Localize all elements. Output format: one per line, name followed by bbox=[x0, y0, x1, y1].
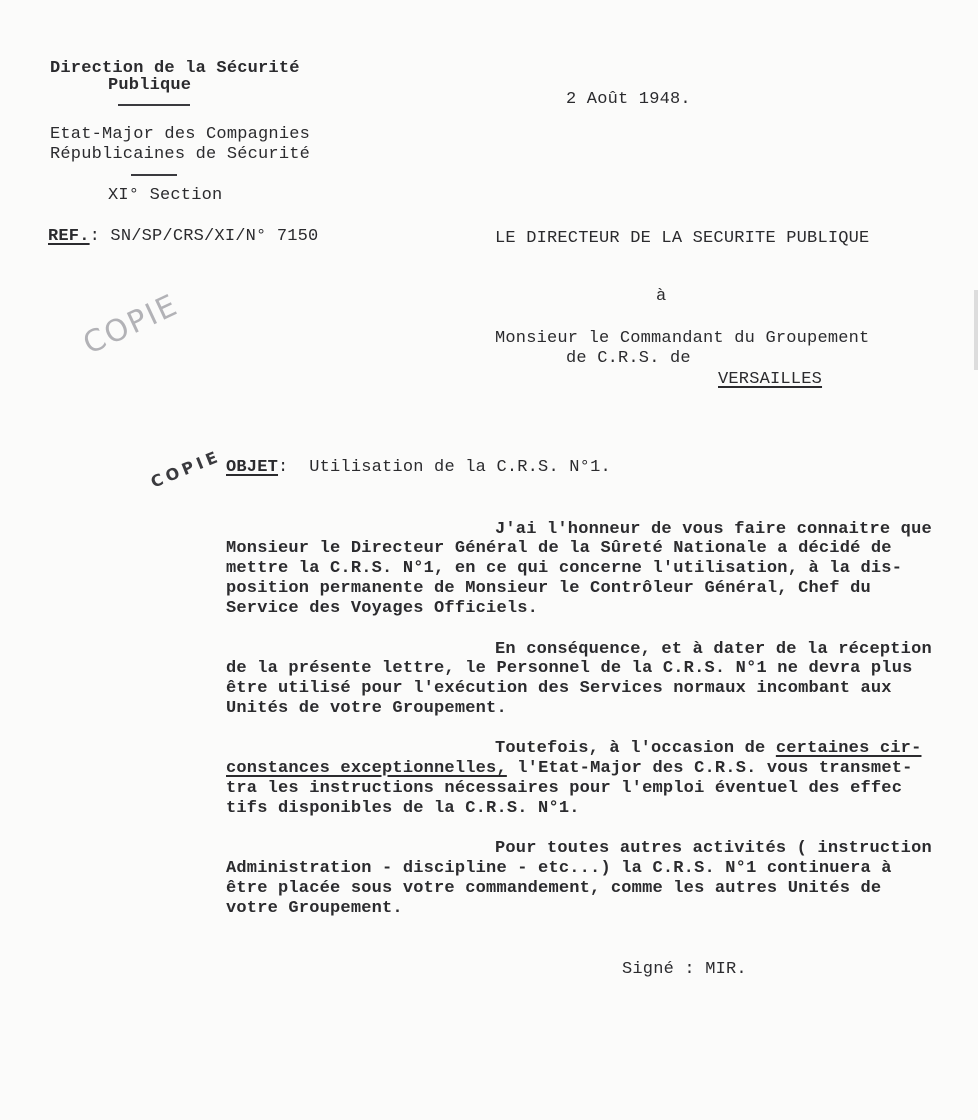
p1-line-3: mettre la C.R.S. N°1, en ce qui concerne l'utilisation, à la dis- bbox=[226, 559, 903, 578]
ref-value: : SN/SP/CRS/XI/N° 7150 bbox=[89, 227, 319, 246]
p4-line-1: Pour toutes autres activités ( instruction bbox=[495, 839, 932, 858]
p3-line-2-b: l'Etat-Major des C.R.S. vous transmet- bbox=[506, 759, 913, 778]
subject-label: OBJET bbox=[226, 458, 279, 477]
p1-line-2: Monsieur le Directeur Général de la Sûreté Nationale a décidé de bbox=[226, 539, 892, 558]
p3-line-2 bbox=[226, 759, 913, 779]
org-line-2: Publique bbox=[108, 76, 192, 95]
copy-stamp-faint: COPIE bbox=[78, 287, 184, 362]
letter-date: 2 Août 1948. bbox=[566, 90, 691, 109]
header-divider-1 bbox=[118, 104, 190, 106]
to-word: à bbox=[656, 287, 667, 306]
recipient-line-2: de C.R.S. de bbox=[566, 349, 691, 368]
copy-stamp: COPIE bbox=[148, 446, 224, 492]
p1-line-4: position permanente de Monsieur le Contrôleur Général, Chef du bbox=[226, 579, 871, 598]
p3-line-1-a: Toutefois, à l'occasion de bbox=[495, 739, 776, 758]
subject-line bbox=[226, 458, 611, 478]
signature: Signé : MIR. bbox=[622, 960, 747, 979]
subject-text: : Utilisation de la C.R.S. N°1. bbox=[278, 458, 611, 477]
p1-line-5: Service des Voyages Officiels. bbox=[226, 599, 539, 618]
p2-line-3: être utilisé pour l'exécution des Services normaux incombant aux bbox=[226, 679, 892, 698]
org-line-1: Direction de la Sécurité bbox=[50, 59, 300, 78]
org-line-3: Etat-Major des Compagnies bbox=[50, 125, 311, 144]
recipient-city: VERSAILLES bbox=[718, 370, 823, 389]
p1-line-1: J'ai l'honneur de vous faire connaitre que bbox=[495, 520, 932, 539]
p3-line-3: tra les instructions nécessaires pour l'emploi éventuel des effec bbox=[226, 779, 903, 798]
recipient-line-1: Monsieur le Commandant du Groupement bbox=[495, 329, 870, 348]
p2-line-1: En conséquence, et à dater de la réception bbox=[495, 640, 932, 659]
p4-line-3: être placée sous votre commandement, comme les autres Unités de bbox=[226, 879, 882, 898]
header-divider-2 bbox=[131, 174, 177, 176]
section-label: XI° Section bbox=[108, 186, 223, 205]
p2-line-2: de la présente lettre, le Personnel de la C.R.S. N°1 ne devra plus bbox=[226, 659, 913, 678]
page-edge-shadow bbox=[974, 290, 978, 370]
p3-line-1 bbox=[495, 739, 921, 759]
org-line-4: Républicaines de Sécurité bbox=[50, 145, 311, 164]
p3-line-2-a: constances exceptionnelles, bbox=[226, 759, 507, 778]
p4-line-4: votre Groupement. bbox=[226, 899, 403, 918]
ref-label: REF. bbox=[48, 227, 90, 246]
p3-line-1-b: certaines cir- bbox=[775, 739, 922, 758]
sender-title: LE DIRECTEUR DE LA SECURITE PUBLIQUE bbox=[495, 229, 870, 248]
p4-line-2: Administration - discipline - etc...) la C.R.S. N°1 continuera à bbox=[226, 859, 892, 878]
reference-line bbox=[48, 227, 318, 247]
p3-line-4: tifs disponibles de la C.R.S. N°1. bbox=[226, 799, 580, 818]
p2-line-4: Unités de votre Groupement. bbox=[226, 699, 507, 718]
